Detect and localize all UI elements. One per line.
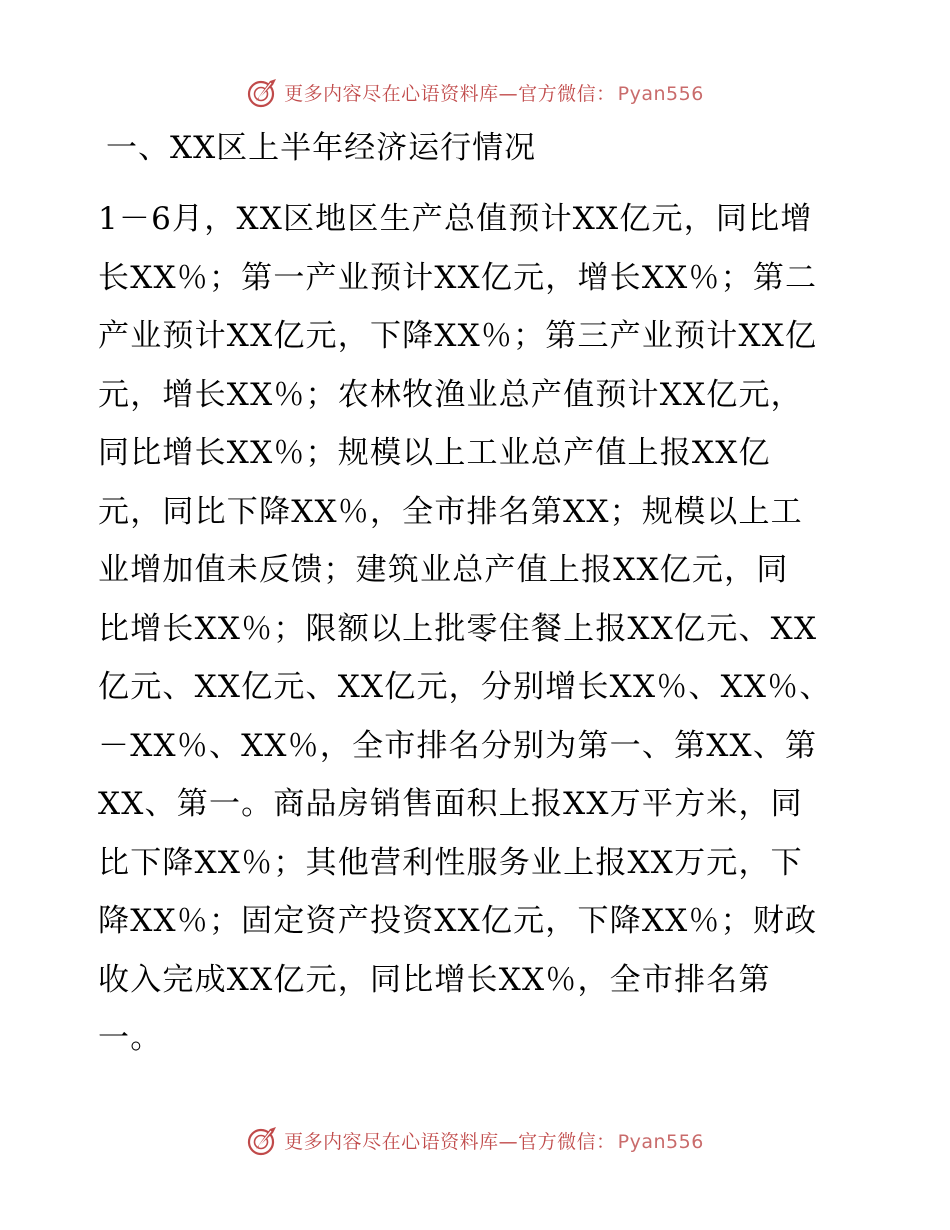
banner-text: 更多内容尽在心语资料库—官方微信： Pyan556 (284, 1130, 704, 1153)
footer-banner (0, 1120, 950, 1160)
paragraph-line: －XX％、XX％，全市排名分别为第一、第XX、第 (98, 727, 818, 764)
section-heading: 一、XX区上半年经济运行情况 (106, 130, 537, 166)
quill-pen-logo-icon (246, 1123, 280, 1157)
paragraph-line: 产业预计XX亿元，下降XX％；第三产业预计XX亿 (98, 318, 818, 354)
body-paragraph (98, 190, 852, 1068)
paragraph-line: 元，同比下降XX％，全市排名第XX；规模以上工 (98, 493, 803, 530)
paragraph-line: 亿元、XX亿元、XX亿元，分别增长XX％、XX％、 (98, 669, 832, 705)
banner-text: 更多内容尽在心语资料库—官方微信： Pyan556 (284, 82, 704, 105)
paragraph-line: 同比增长XX％；规模以上工业总产值上报XX亿 (98, 435, 771, 471)
wechat-id: Pyan556 (617, 82, 704, 105)
paragraph-line: 长XX％；第一产业预计XX亿元，增长XX％；第二 (98, 259, 818, 296)
header-banner (0, 72, 950, 112)
wechat-id: Pyan556 (617, 1130, 704, 1153)
paragraph-line: 一。 (98, 1020, 163, 1056)
paragraph-line: 比下降XX％；其他营利性服务业上报XX万元，下 (98, 844, 803, 881)
paragraph-line: 降XX％；固定资产投资XX亿元，下降XX％；财政 (98, 903, 818, 939)
paragraph-line: 元，增长XX％；农林牧渔业总产值预计XX亿元， (98, 376, 803, 413)
paragraph-line: 1－6月，XX区地区生产总值预计XX亿元，同比增 (98, 201, 813, 237)
paragraph-line: 收入完成XX亿元，同比增长XX％，全市排名第 (98, 961, 771, 998)
paragraph-line: XX、第一。商品房销售面积上报XX万平方米，同 (98, 786, 803, 822)
paragraph-line: 业增加值未反馈；建筑业总产值上报XX亿元，同 (98, 552, 789, 588)
paragraph-line: 比增长XX％；限额以上批零住餐上报XX亿元、XX (98, 610, 818, 647)
quill-pen-logo-icon (246, 75, 280, 109)
